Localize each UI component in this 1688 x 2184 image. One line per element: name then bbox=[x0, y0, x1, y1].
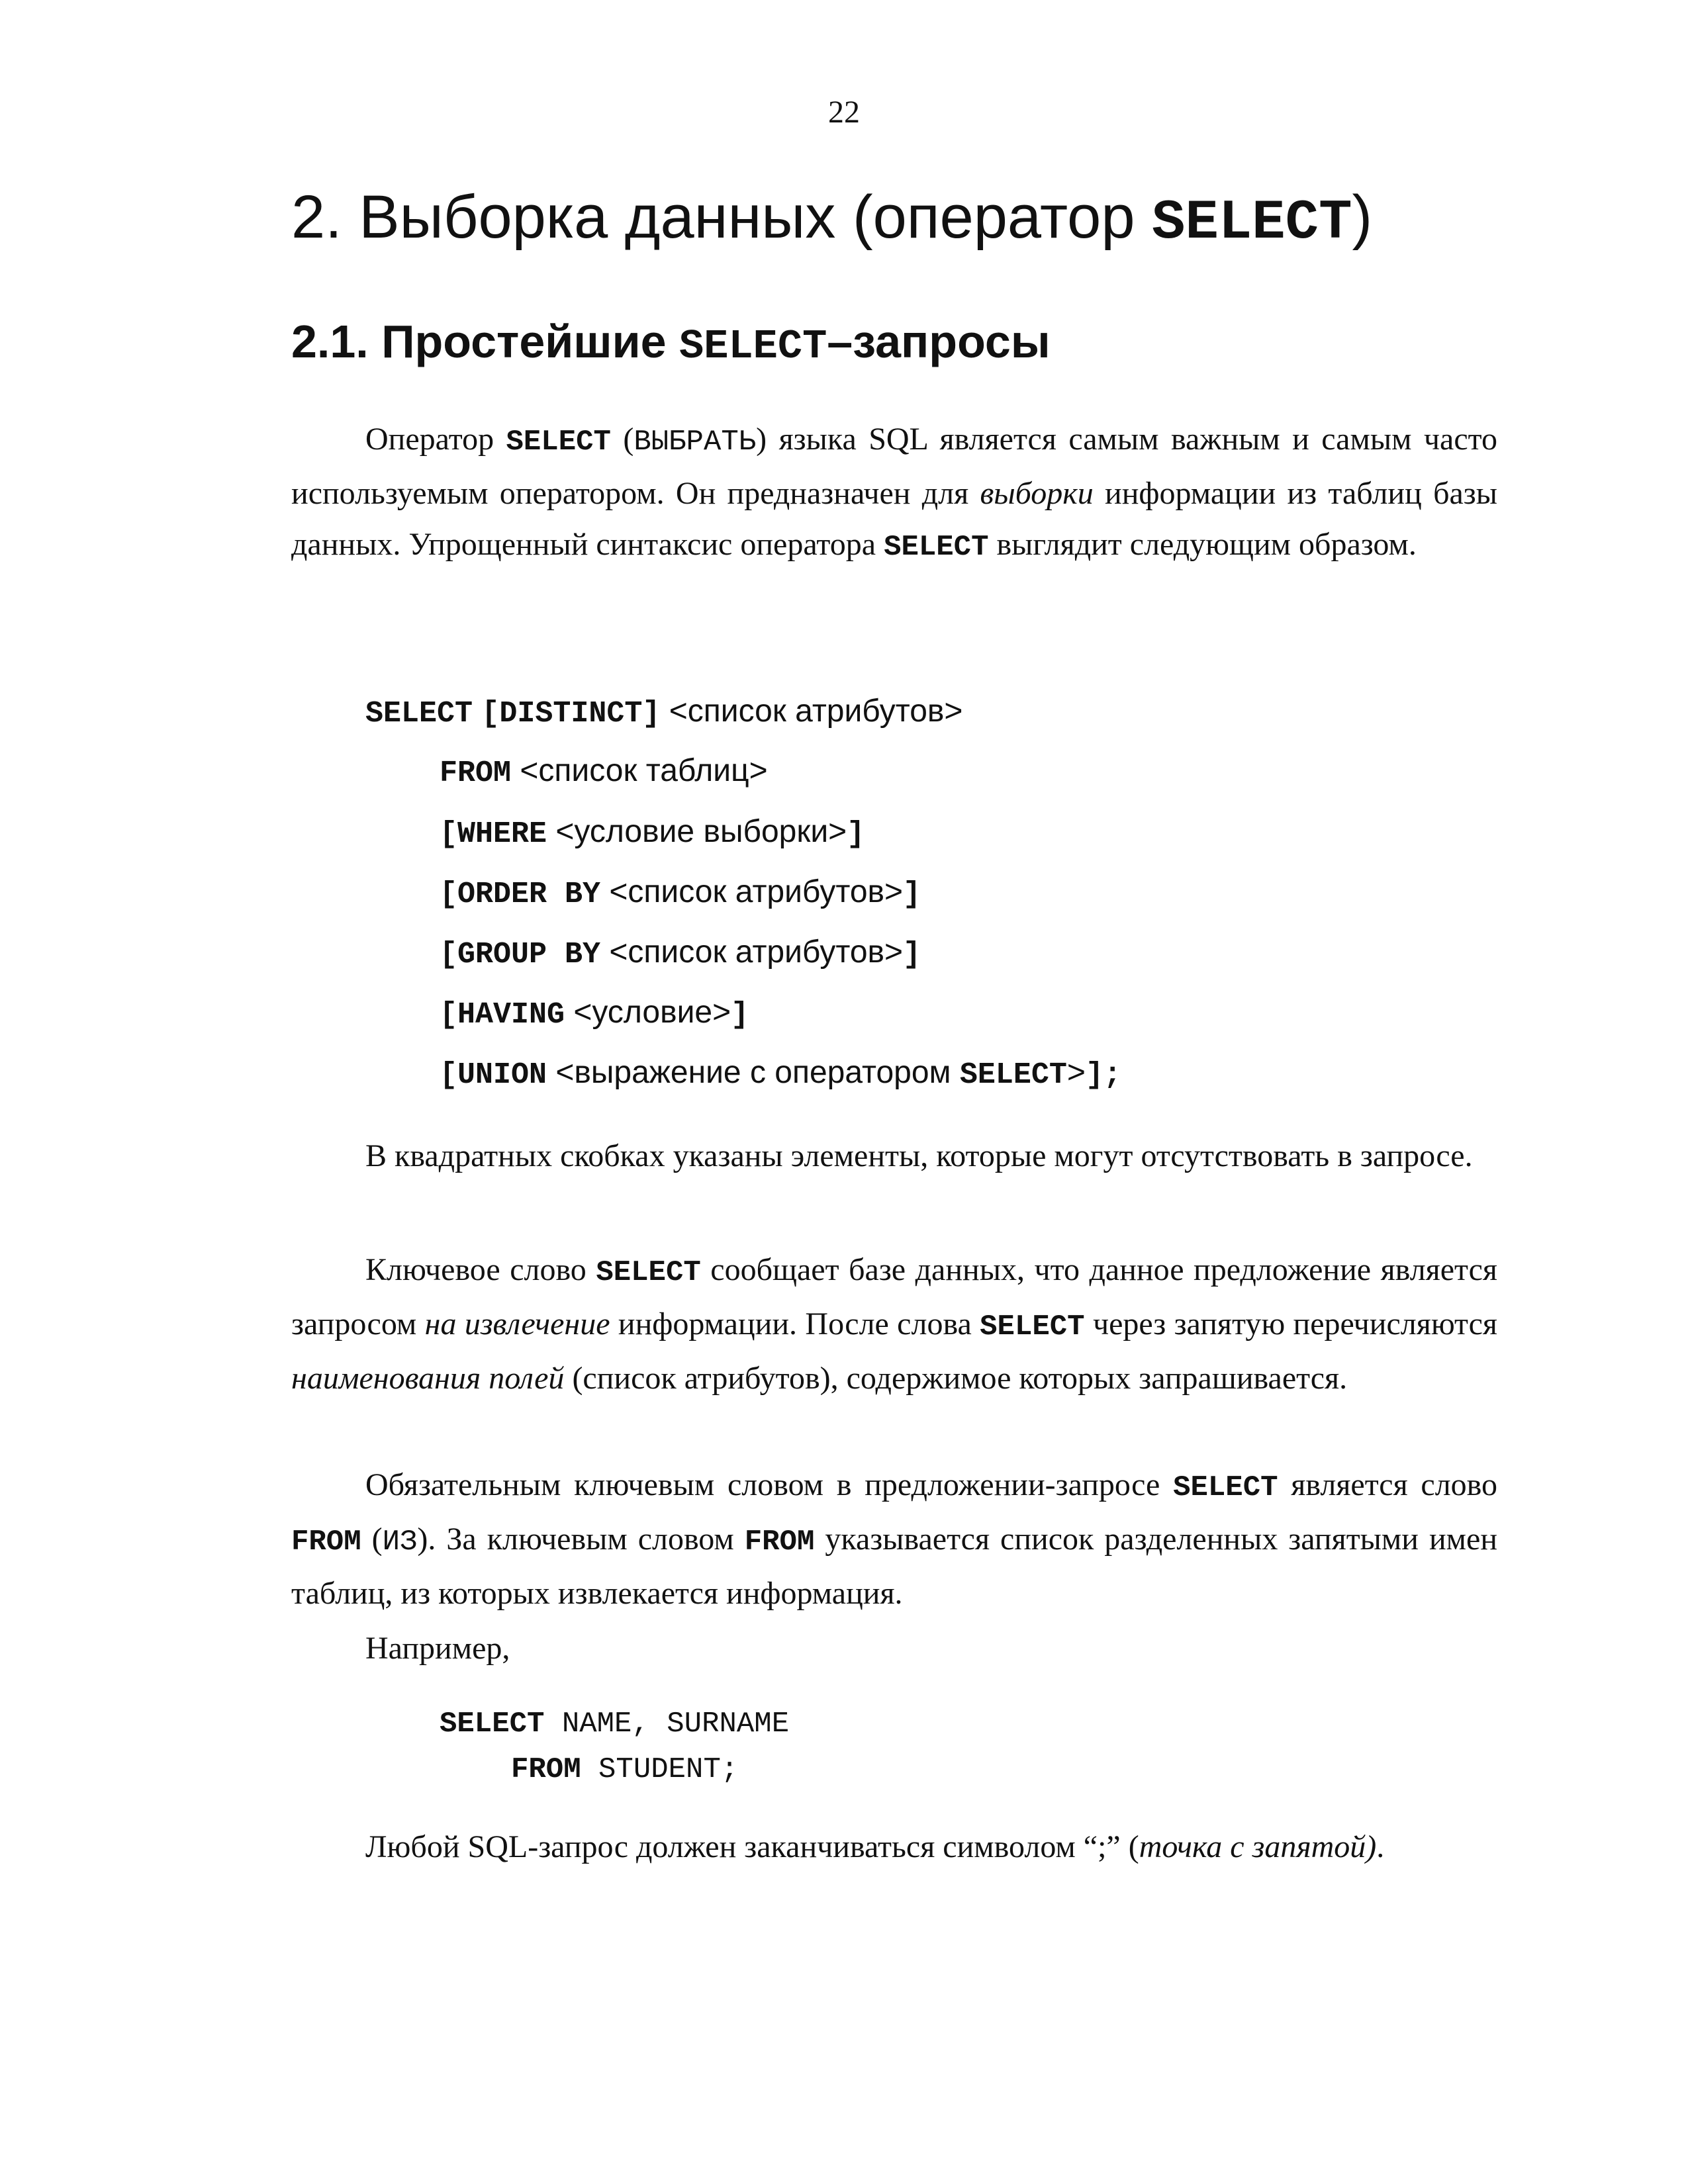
text-run: сообщает базе данных, что данное предложение является запросом bbox=[291, 1252, 1497, 1342]
sql-keyword: [HAVING bbox=[440, 998, 565, 1032]
syntax-placeholder: <список атрибутов> bbox=[669, 694, 963, 729]
text-run: является слово bbox=[1278, 1467, 1497, 1502]
sql-bracket: ] bbox=[847, 817, 865, 851]
sql-keyword: [WHERE bbox=[440, 817, 547, 851]
sql-bracket: ]; bbox=[1085, 1058, 1121, 1092]
section-title-suffix: –запросы bbox=[827, 316, 1051, 367]
syntax-placeholder: <выражение с оператором bbox=[555, 1055, 960, 1090]
chapter-title-suffix: ) bbox=[1352, 183, 1373, 251]
syntax-line-select bbox=[365, 688, 962, 737]
sql-keyword: SELECT bbox=[596, 1256, 701, 1289]
example-columns: NAME, SURNAME bbox=[544, 1707, 790, 1741]
text-run: ( bbox=[610, 422, 634, 457]
text-run: выглядит следующим образом. bbox=[988, 527, 1417, 562]
text-run: информации из таблиц базы данных. Упрощенный синтаксис оператора bbox=[291, 476, 1497, 562]
page-number: 22 bbox=[828, 95, 860, 130]
sql-keyword: FROM bbox=[744, 1525, 815, 1559]
sql-keyword: FROM bbox=[511, 1753, 581, 1786]
example-line-from bbox=[511, 1745, 738, 1792]
chapter-title-text: 2. Выборка данных (оператор bbox=[291, 183, 1152, 251]
text-run: указывается список разделенных запятыми имен таблиц, из которых извлекается информация. bbox=[291, 1522, 1498, 1611]
section-title-keyword: SELECT bbox=[679, 323, 827, 370]
syntax-placeholder: <список таблиц> bbox=[520, 753, 768, 788]
sql-bracket: ] bbox=[731, 998, 749, 1032]
syntax-placeholder: <условие выборки> bbox=[555, 814, 847, 849]
syntax-line-union bbox=[440, 1050, 1121, 1099]
syntax-line-from bbox=[440, 748, 768, 797]
keyword-paragraph bbox=[291, 1244, 1497, 1404]
sql-bracket: ] bbox=[903, 938, 921, 972]
text-run: . bbox=[1376, 1829, 1385, 1864]
text-run: (список атрибутов), содержимое которых запрашивается. bbox=[564, 1361, 1348, 1396]
emphasis: на извлечение bbox=[424, 1306, 610, 1342]
syntax-line-having bbox=[440, 989, 749, 1038]
text-run: Оператор bbox=[365, 422, 506, 457]
sql-keyword: SELECT bbox=[1173, 1471, 1278, 1504]
emphasis: наименования полей bbox=[291, 1361, 565, 1396]
sql-keyword: [ORDER BY bbox=[440, 878, 601, 911]
text-run: ) языка SQL является самым важным и самым часто используемым оператором. Он предназначен для bbox=[291, 422, 1497, 511]
sql-keyword: FROM bbox=[440, 756, 512, 790]
section-title-text: 2.1. Простейшие bbox=[291, 316, 680, 367]
brackets-paragraph: В квадратных скобках указаны элементы, которые могут отсутствовать в запросе. bbox=[365, 1138, 1473, 1173]
mono-term: ИЗ bbox=[382, 1525, 418, 1559]
example-line-select bbox=[440, 1700, 789, 1746]
chapter-title-keyword: SELECT bbox=[1152, 192, 1352, 255]
emphasis: точка с запятой) bbox=[1139, 1829, 1377, 1864]
sql-keyword: [UNION bbox=[440, 1058, 547, 1092]
example-intro: Например, bbox=[365, 1631, 510, 1666]
text-run: Обязательным ключевым словом в предложении-запросе bbox=[365, 1467, 1174, 1502]
sql-keyword: [GROUP BY bbox=[440, 938, 601, 972]
sql-keyword: SELECT bbox=[365, 697, 473, 731]
sql-keyword: FROM bbox=[291, 1525, 361, 1559]
text-run: ). За ключевым словом bbox=[417, 1522, 745, 1557]
syntax-placeholder: <список атрибутов> bbox=[609, 934, 904, 970]
syntax-line-group-by bbox=[440, 929, 921, 978]
syntax-placeholder: <условие> bbox=[573, 995, 731, 1030]
sql-keyword: SELECT bbox=[440, 1707, 545, 1741]
text-run: Ключевое слово bbox=[365, 1252, 596, 1287]
sql-keyword: [DISTINCT] bbox=[481, 697, 661, 731]
text-run: через запятую перечисляются bbox=[1084, 1306, 1497, 1342]
sql-bracket: ] bbox=[903, 878, 921, 911]
intro-paragraph bbox=[291, 414, 1497, 573]
syntax-placeholder: > bbox=[1066, 1055, 1086, 1090]
sql-keyword: SELECT bbox=[506, 426, 611, 459]
sql-keyword: SELECT bbox=[959, 1058, 1067, 1092]
syntax-line-order-by bbox=[440, 869, 921, 918]
sql-keyword: SELECT bbox=[884, 531, 989, 564]
chapter-title bbox=[291, 177, 1372, 263]
example-table: STUDENT; bbox=[581, 1753, 739, 1786]
emphasis: выборки bbox=[980, 476, 1094, 511]
text-run: информации. После слова bbox=[610, 1306, 980, 1342]
text-run: ( bbox=[361, 1522, 383, 1557]
sql-keyword: SELECT bbox=[980, 1310, 1085, 1343]
final-paragraph bbox=[291, 1821, 1497, 1872]
text-run: Любой SQL-запрос должен заканчиваться символом “;” ( bbox=[365, 1829, 1139, 1864]
from-paragraph bbox=[291, 1459, 1497, 1619]
syntax-line-where bbox=[440, 809, 865, 858]
syntax-placeholder: <список атрибутов> bbox=[609, 874, 904, 909]
section-title bbox=[291, 308, 1051, 380]
mono-term: ВЫБРАТЬ bbox=[633, 426, 757, 459]
